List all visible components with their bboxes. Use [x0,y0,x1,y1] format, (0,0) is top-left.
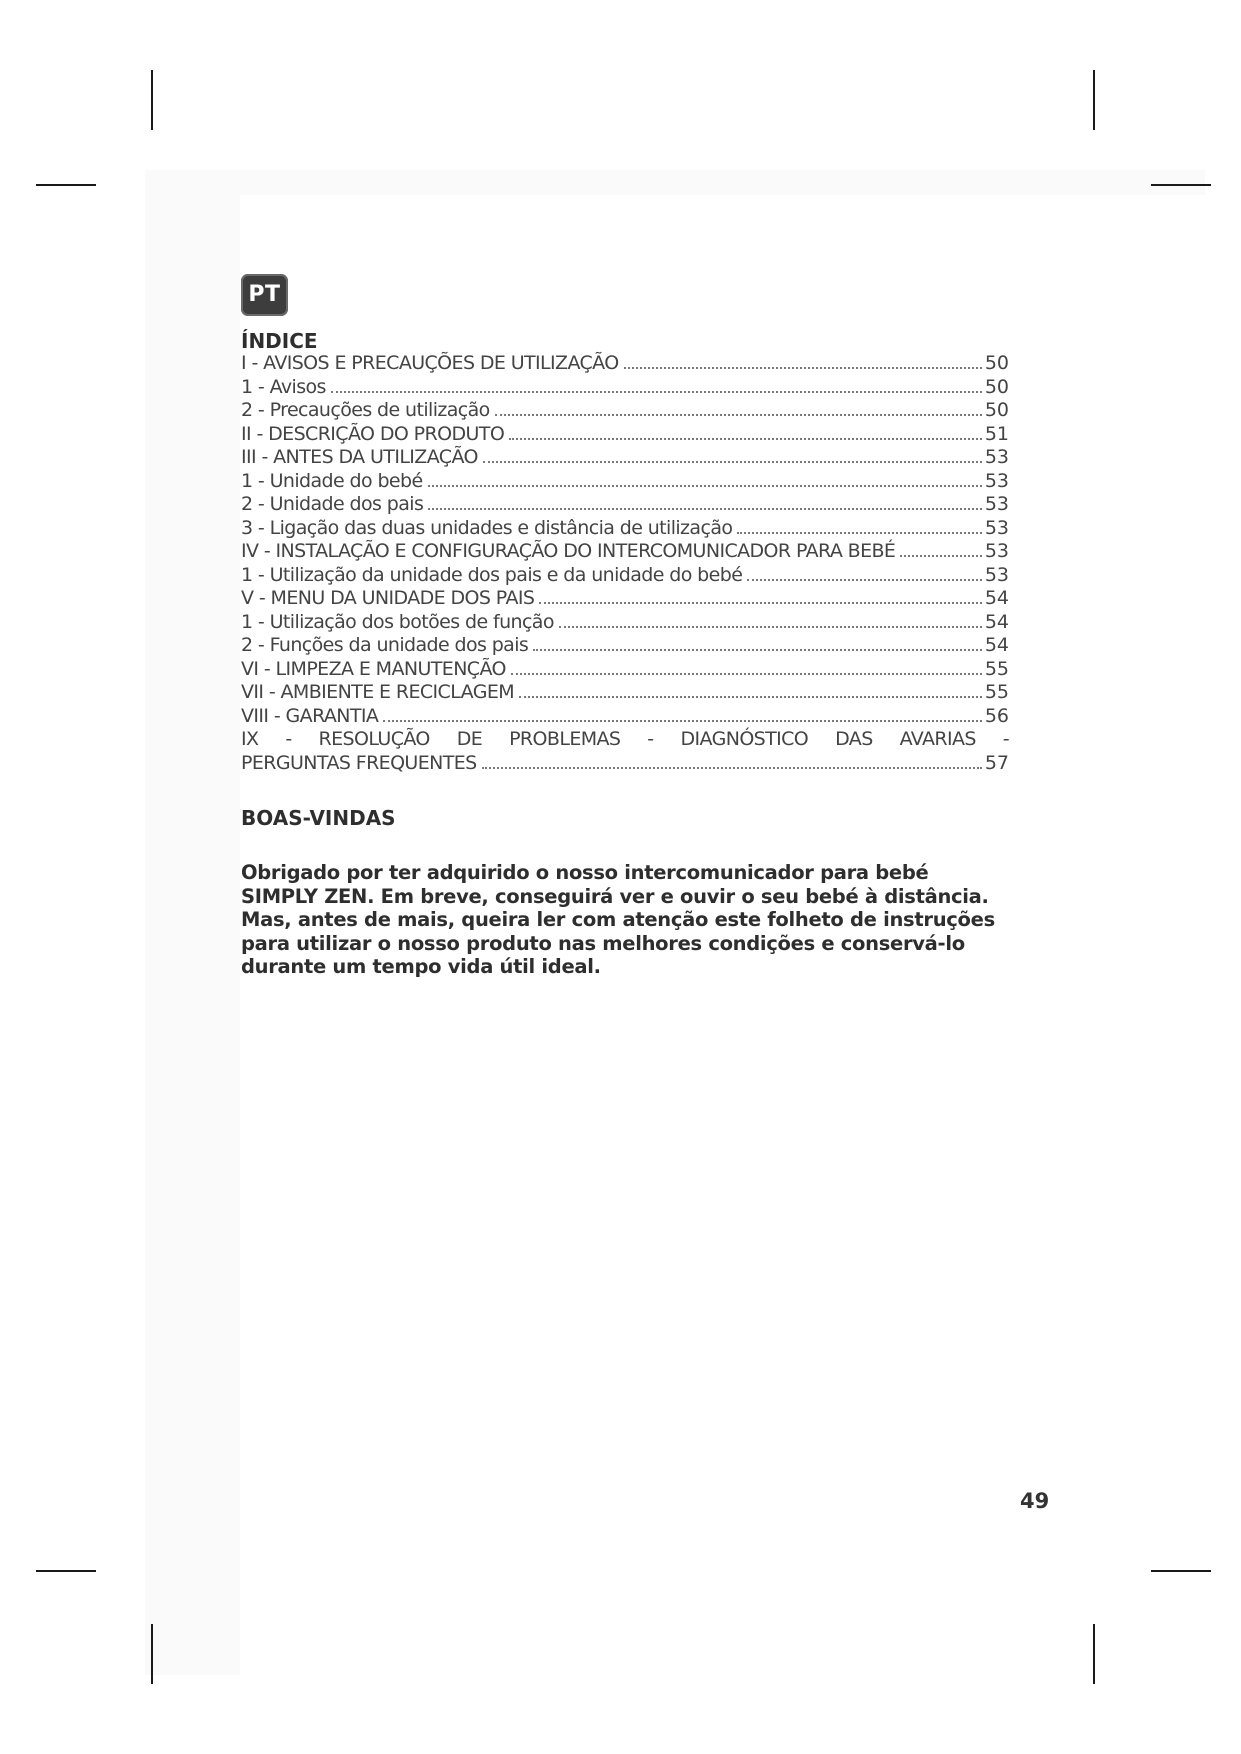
toc-entry-word: DE [456,728,483,750]
toc-entry[interactable] [241,517,1009,541]
toc-entry[interactable] [241,681,1009,705]
toc-entry-word: IX [241,728,259,750]
toc-dot-leader [483,461,982,463]
toc-entry-page: 54 [984,634,1009,656]
toc-entry-title: V - MENU DA UNIDADE DOS PAIS [241,587,535,609]
toc-dot-leader [511,673,982,675]
toc-entry-title: 1 - Unidade do bebé [241,469,423,492]
toc-entry[interactable] [241,611,1009,635]
toc-entry[interactable] [241,705,1009,729]
toc-entry-title [241,728,1009,752]
crop-mark-top-left [151,70,153,130]
toc-dot-leader [737,532,981,534]
welcome-paragraph: Obrigado por ter adquirido o nosso intercomunicador para bebé SIMPLY ZEN. Em breve, conseguirá ver e ouvir o seu bebé à distância. Mas, antes de mais, queira ler com atenção este folheto de instruções para utilizar o nosso produto nas melhores condições e conservá-lo durante um tempo vida útil ideal. [241,861,995,978]
toc-entry-title: 3 - Ligação das duas unidades e distância de utilização [241,516,733,539]
toc-entry-page: 50 [984,375,1009,398]
toc-entry-page: 55 [984,657,1009,680]
toc-entry-title: VII - AMBIENTE E RECICLAGEM [241,681,515,703]
toc-dot-leader [482,767,982,769]
toc-entry-title: 2 - Unidade dos pais [241,493,424,515]
toc-entry-word: PROBLEMAS [509,728,621,750]
toc-entry[interactable] [241,587,1009,611]
toc-entry[interactable] [241,634,1009,658]
crop-mark-right-bottom [1151,1570,1211,1572]
crop-mark-left-top [36,184,96,186]
toc-entry-word: DIAGNÓSTICO [680,728,809,750]
toc-entry-word: - [285,728,292,750]
toc-entry[interactable] [241,376,1009,400]
toc-entry[interactable] [241,399,1009,423]
toc-entry[interactable] [241,352,1009,376]
page-content [241,330,1009,979]
toc-entry-title: 1 - Avisos [241,375,326,398]
toc-entry-word: RESOLUÇÃO [318,728,430,750]
scan-shading-top [145,170,1205,195]
crop-mark-bottom-right [1093,1624,1095,1684]
toc-entry-page: 56 [984,704,1009,727]
crop-mark-left-bottom [36,1570,96,1572]
toc-entry-page: 53 [984,540,1009,562]
toc-entry-title: PERGUNTAS FREQUENTES [241,751,477,774]
toc-entry[interactable] [241,658,1009,682]
toc-dot-leader [519,696,982,698]
toc-entry[interactable] [241,423,1009,447]
crop-mark-bottom-left [151,1624,153,1684]
table-of-contents [241,352,1009,775]
scan-shading-left [145,195,240,1675]
toc-entry-title: III - ANTES DA UTILIZAÇÃO [241,446,478,468]
toc-entry-title: 2 - Funções da unidade dos pais [241,634,529,656]
toc-dot-leader [624,367,982,369]
toc-entry-title: II - DESCRIÇÃO DO PRODUTO [241,422,505,445]
toc-dot-leader [428,508,982,510]
toc-dot-leader [495,414,982,416]
toc-entry[interactable] [241,446,1009,470]
welcome-heading: BOAS-VINDAS [241,806,396,830]
crop-mark-right-top [1151,184,1211,186]
toc-entry-page: 53 [984,493,1009,515]
toc-entry-page: 53 [984,516,1009,539]
crop-mark-top-right [1093,70,1095,130]
toc-entry-word: - [1002,728,1009,750]
toc-dot-leader [533,649,982,651]
language-badge: PT [241,274,288,316]
toc-entry-page: 53 [984,446,1009,468]
toc-entry-page: 50 [984,352,1009,374]
toc-entry-word: AVARIAS [899,728,976,750]
toc-entry-title: 1 - Utilização dos botões de função [241,610,554,633]
toc-entry-page: 54 [984,587,1009,609]
toc-entry-multiline-line1[interactable] [241,728,1009,752]
toc-entry-page: 51 [984,422,1009,445]
toc-entry-title: 1 - Utilização da unidade dos pais e da unidade do bebé [241,563,743,586]
toc-heading: ÍNDICE [241,329,318,353]
toc-entry-page: 53 [984,563,1009,586]
toc-entry-word: DAS [835,728,873,750]
toc-dot-leader [383,720,981,722]
toc-entry-title: 2 - Precauções de utilização [241,399,490,421]
toc-entry-title: I - AVISOS E PRECAUÇÕES DE UTILIZAÇÃO [241,352,619,374]
toc-dot-leader [559,626,982,628]
toc-dot-leader [747,579,982,581]
toc-entry-page: 50 [984,399,1009,421]
toc-entry-page: 55 [984,681,1009,703]
toc-entry-word: - [647,728,654,750]
toc-entry[interactable] [241,564,1009,588]
toc-entry[interactable] [241,540,1009,564]
toc-dot-leader [331,391,982,393]
toc-entry-title: VIII - GARANTIA [241,704,379,727]
toc-entry[interactable] [241,493,1009,517]
page-number: 49 [1020,1489,1050,1513]
toc-dot-leader [900,555,981,557]
toc-entry-multiline-line2[interactable] [241,752,1009,776]
toc-entry[interactable] [241,470,1009,494]
toc-entry-title: IV - INSTALAÇÃO E CONFIGURAÇÃO DO INTERCOMUNICADOR PARA BEBÉ [241,540,896,562]
toc-dot-leader [509,438,982,440]
toc-entry-title: VI - LIMPEZA E MANUTENÇÃO [241,657,506,680]
toc-entry-page: 53 [984,469,1009,492]
toc-entry-page: 54 [984,610,1009,633]
toc-dot-leader [539,602,982,604]
toc-entry-page: 57 [984,751,1009,774]
toc-dot-leader [428,485,982,487]
